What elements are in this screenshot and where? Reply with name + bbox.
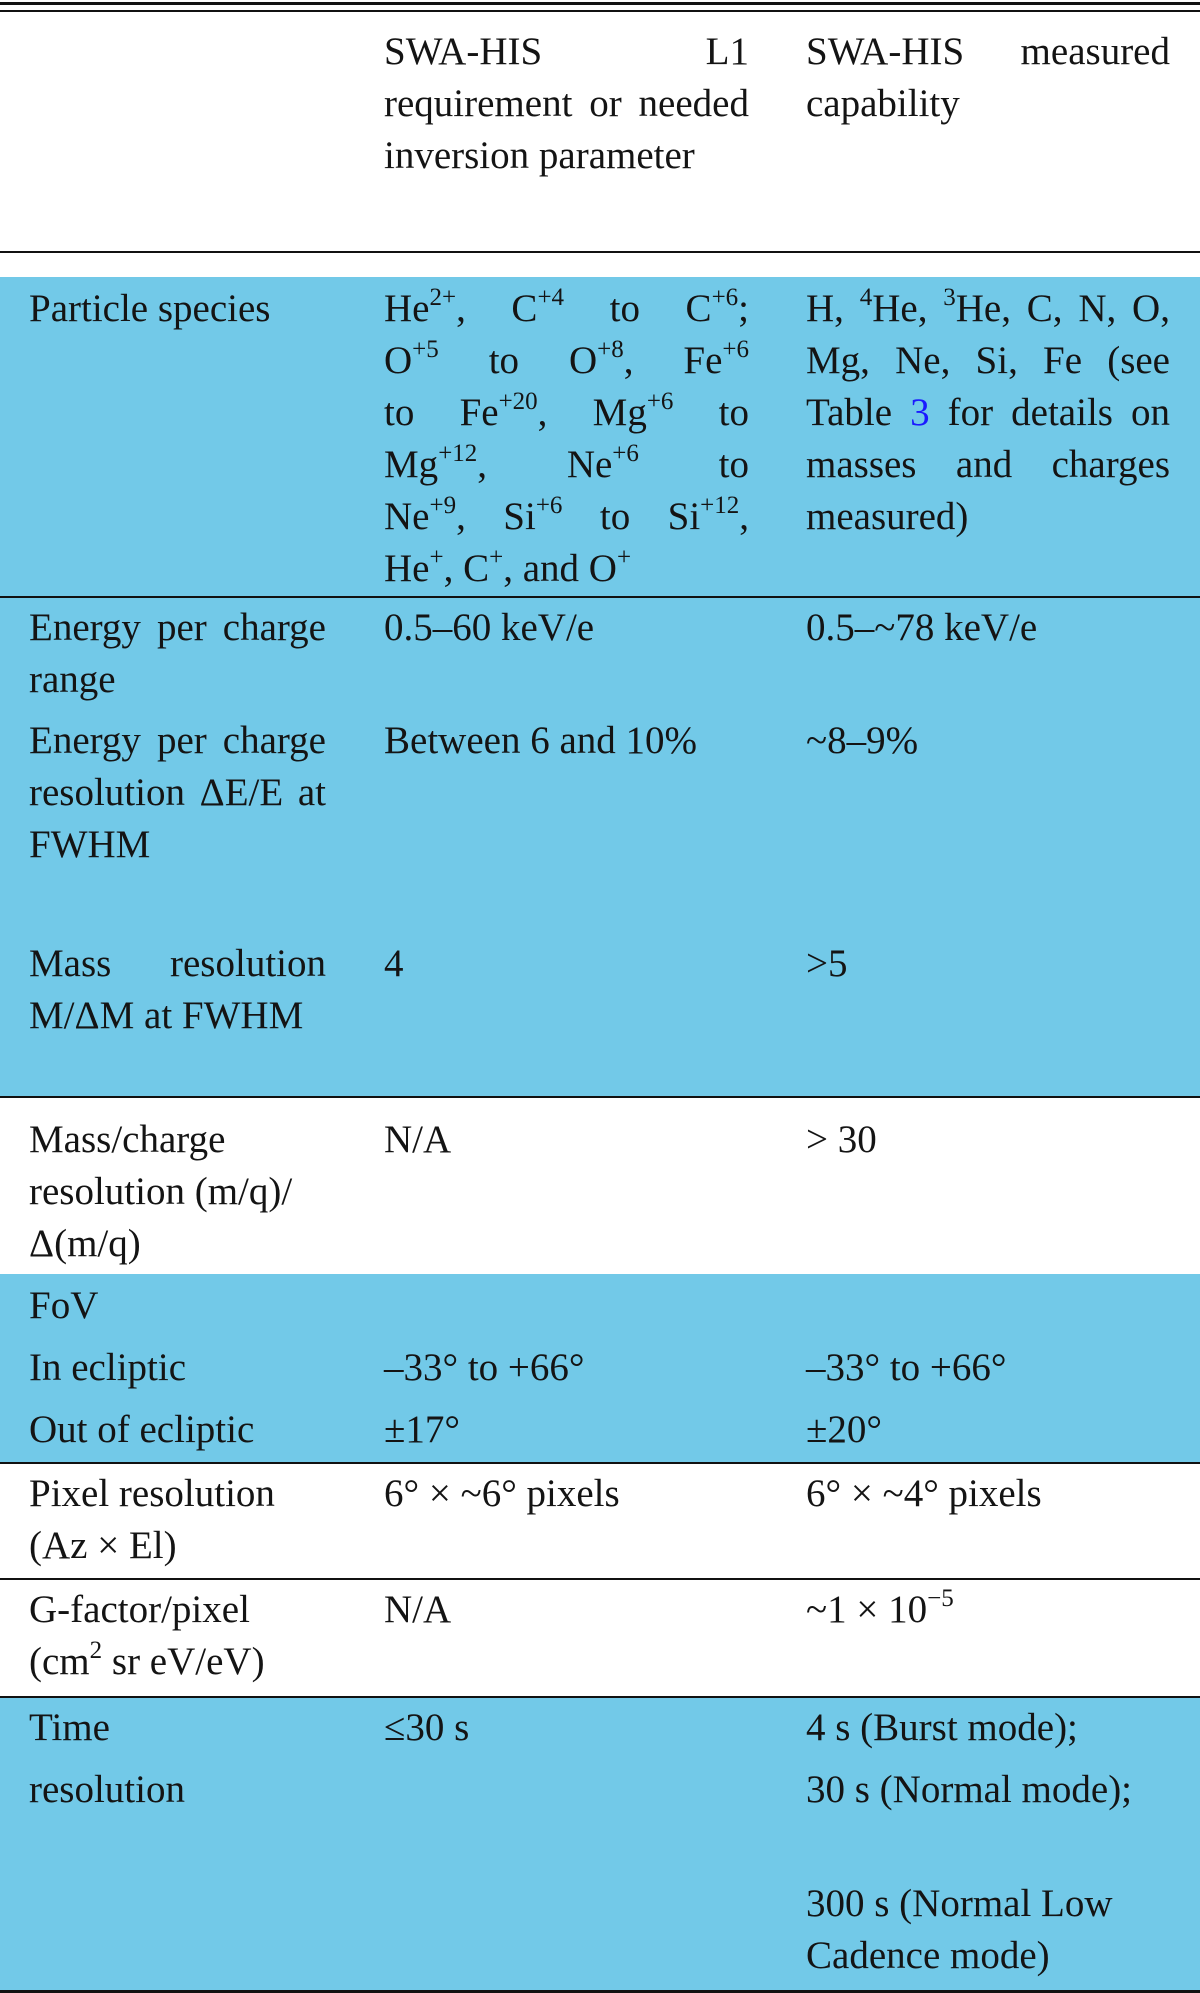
req-mass-resolution: 4: [384, 942, 404, 985]
cap-in-ecliptic: –33° to +66°: [806, 1346, 1007, 1389]
table-row-out-of-ecliptic: [0, 1404, 1200, 1456]
table-header: [0, 26, 1200, 252]
cap-energy-resolution: ~8–9%: [806, 719, 919, 762]
top-rule-2: [0, 10, 1200, 12]
req-in-ecliptic: –33° to +66°: [384, 1346, 585, 1389]
req-mass-charge: N/A: [384, 1118, 452, 1161]
label-mass-resolution: Mass resolution M/ΔM at FWHM: [29, 942, 326, 1037]
table-row-g-factor: [0, 1580, 1200, 1696]
cap-time-low-cadence: 300 s (Normal Low Cadence mode): [806, 1882, 1113, 1977]
table-row-energy-range: [0, 602, 1200, 712]
time-line-1: [0, 1702, 1200, 1762]
req-time: ≤30 s: [384, 1706, 470, 1749]
header-rule: [0, 251, 1200, 253]
label-fov: FoV: [29, 1284, 99, 1327]
req-energy-resolution: Between 6 and 10%: [384, 719, 697, 762]
table-row-mass-resolution: [0, 938, 1200, 1098]
label-time: Time: [29, 1706, 110, 1749]
table-group-energy: [0, 598, 1200, 1096]
req-pixel-resolution: 6° × ~6° pixels: [384, 1472, 620, 1515]
table-row-time-resolution: [0, 1698, 1200, 1991]
cap-g-factor: ~1 × $10^{-5}$: [806, 1585, 954, 1631]
label-energy-range: Energy per charge range: [29, 606, 326, 701]
cap-particle-species: H, $^4$He, $^3$He, C, N, O, Mg, Ne, Si, Fe (see Table 3 for details on masses and charges measured): [806, 284, 1171, 538]
req-g-factor: N/A: [384, 1588, 452, 1631]
time-line-2: [0, 1764, 1200, 1874]
req-energy-range: 0.5–60 keV/e: [384, 606, 595, 649]
label-g-factor: G-factor/pixel ($cm^2$ sr eV/eV): [29, 1588, 265, 1683]
table-row-pixel-resolution: [0, 1464, 1200, 1578]
label-in-ecliptic: In ecliptic: [29, 1346, 187, 1389]
top-rule: [0, 2, 1200, 5]
req-out-of-ecliptic: ±17°: [384, 1408, 461, 1451]
table-row-in-ecliptic: [0, 1342, 1200, 1394]
label-energy-resolution: Energy per charge resolution ΔE/E at FWHM: [29, 719, 326, 866]
label-time-2: resolution: [29, 1768, 185, 1811]
cap-mass-resolution: >5: [806, 942, 848, 985]
cap-pixel-resolution: 6° × ~4° pixels: [806, 1472, 1042, 1515]
label-particle-species: Particle species: [29, 287, 271, 330]
cap-out-of-ecliptic: ±20°: [806, 1408, 883, 1451]
label-pixel-resolution: Pixel resolution (Az × El): [29, 1472, 275, 1567]
table-row-particle-species: [0, 277, 1200, 596]
label-mass-charge: Mass/charge resolution (m/q)/Δ(m/q): [29, 1118, 293, 1265]
table-3-link[interactable]: 3: [910, 391, 930, 434]
table-row-energy-resolution: [0, 715, 1200, 935]
table-row-fov: [0, 1280, 1200, 1332]
table-group-fov: [0, 1274, 1200, 1462]
time-line-3: [0, 1878, 1200, 1988]
label-out-of-ecliptic: Out of ecliptic: [29, 1408, 255, 1451]
header-requirement: SWA-HIS L1 requirement or needed inversion parameter: [384, 30, 749, 177]
req-particle-species: $He^{2+}$, $C^{+4}$ to $C^{+6}$; $O^{+5}$ to $O^{+8}$, $Fe^{+6}$ to $Fe^{+20}$, $Mg^{+6}$ to $Mg^{+12}$, $Ne^{+6}$ to $Ne^{+9}$, $Si^{+6}$ to $Si^{+12}$, He+, C+, and O+: [384, 284, 750, 590]
cap-time-normal: 30 s (Normal mode);: [806, 1768, 1133, 1811]
cap-energy-range: 0.5–~78 keV/e: [806, 606, 1038, 649]
header-capability: SWA-HIS measured capability: [806, 30, 1170, 125]
table-row-mass-charge: [0, 1098, 1200, 1274]
cap-time-burst: 4 s (Burst mode);: [806, 1706, 1078, 1749]
cap-mass-charge: > 30: [806, 1118, 877, 1161]
